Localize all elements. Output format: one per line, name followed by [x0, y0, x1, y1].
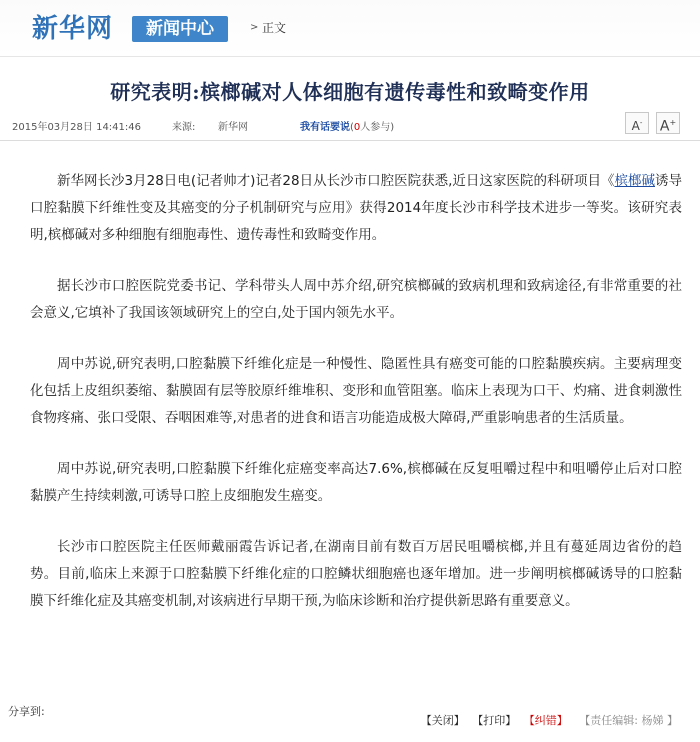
comment-link[interactable] [300, 118, 394, 133]
article-tools [421, 712, 678, 728]
comment-count-open: ( [350, 122, 354, 133]
article-meta [0, 104, 700, 141]
paragraph-2: 据长沙市口腔医院党委书记、学科带头人周中苏介绍,研究槟榔碱的致病机理和致病途径,有非常重要的社会意义,它填补了我国该领域研究上的空白,处于国内领先水平。 [30, 278, 682, 321]
font-increase-button[interactable]: A+ [656, 112, 680, 134]
responsible-editor: 【责任编辑: 杨娣 】 [579, 714, 678, 727]
publish-date: 2015年03月28日 14:41:46 [12, 122, 141, 133]
paragraph-5: 长沙市口腔医院主任医师戴丽霞告诉记者,在湖南目前有数百万居民咀嚼槟榔,并且有蔓延周边省份的趋势。目前,临床上来源于口腔黏膜下纤维化症的口腔鳞状细胞癌也逐年增加。进一步阐明槟榔碱诱导的口腔黏膜下纤维化症及其癌变机制,对该病进行早期干预,为临床诊断和治疗提供新思路有重要意义。 [30, 539, 682, 609]
site-logo[interactable]: 新华网 [32, 14, 114, 44]
paragraph-1-start: 新华网长沙3月28日电(记者帅才)记者28日从长沙市口腔医院获悉,近日这家医院的科研项目《 [57, 173, 615, 189]
share-label: 分享到: [8, 705, 45, 718]
source-name: 新华网 [218, 122, 248, 133]
breadcrumb-separator-icon: > [250, 22, 259, 33]
article-title: 研究表明:槟榔碱对人体细胞有遗传毒性和致畸变作用 [110, 80, 590, 104]
comment-count-suffix: 人参与) [360, 122, 395, 133]
paragraph-1 [30, 168, 682, 249]
paragraph-3: 周中苏说,研究表明,口腔黏膜下纤维化症是一种慢性、隐匿性具有癌变可能的口腔黏膜疾病。主要病理变化包括上皮组织萎缩、黏膜固有层等胶原纤维堆积、变形和血管阻塞。临床上表现为口干、灼痛、进食刺激性食物疼痛、张口受限、吞咽困难等,对患者的进食和语言功能造成极大障碍,严重影响患者的生活质量。 [30, 356, 682, 426]
article-body [30, 168, 682, 639]
keyword-link[interactable]: 槟榔碱 [614, 173, 655, 189]
source-label: 来源: [172, 122, 196, 133]
paragraph-4: 周中苏说,研究表明,口腔黏膜下纤维化症癌变率高达7.6%,槟榔碱在反复咀嚼过程中和咀嚼停止后对口腔黏膜产生持续刺激,可诱导口腔上皮细胞发生癌变。 [30, 461, 682, 504]
font-decrease-button[interactable]: A- [625, 112, 649, 134]
print-button[interactable]: 【打印】 [472, 714, 517, 727]
font-decrease-icon: A [631, 119, 640, 133]
breadcrumb-current: 正文 [262, 21, 287, 35]
channel-badge[interactable]: 新闻中心 [132, 16, 228, 42]
comment-count: 0 [353, 122, 361, 133]
font-increase-icon: A [659, 118, 670, 135]
paragraph-1-end: 诱导口腔黏膜下纤维性变及其癌变的分子机制研究与应用》获得2014年度长沙市科学技术进步一等奖。该研究表明,槟榔碱对多种细胞有细胞毒性、遗传毒性和致畸变作用。 [30, 173, 683, 243]
comment-label[interactable]: 我有话要说 [300, 122, 350, 133]
site-header [0, 0, 700, 57]
close-button[interactable]: 【关闭】 [420, 714, 465, 727]
correct-error-button[interactable]: 【纠错】 [523, 714, 568, 727]
